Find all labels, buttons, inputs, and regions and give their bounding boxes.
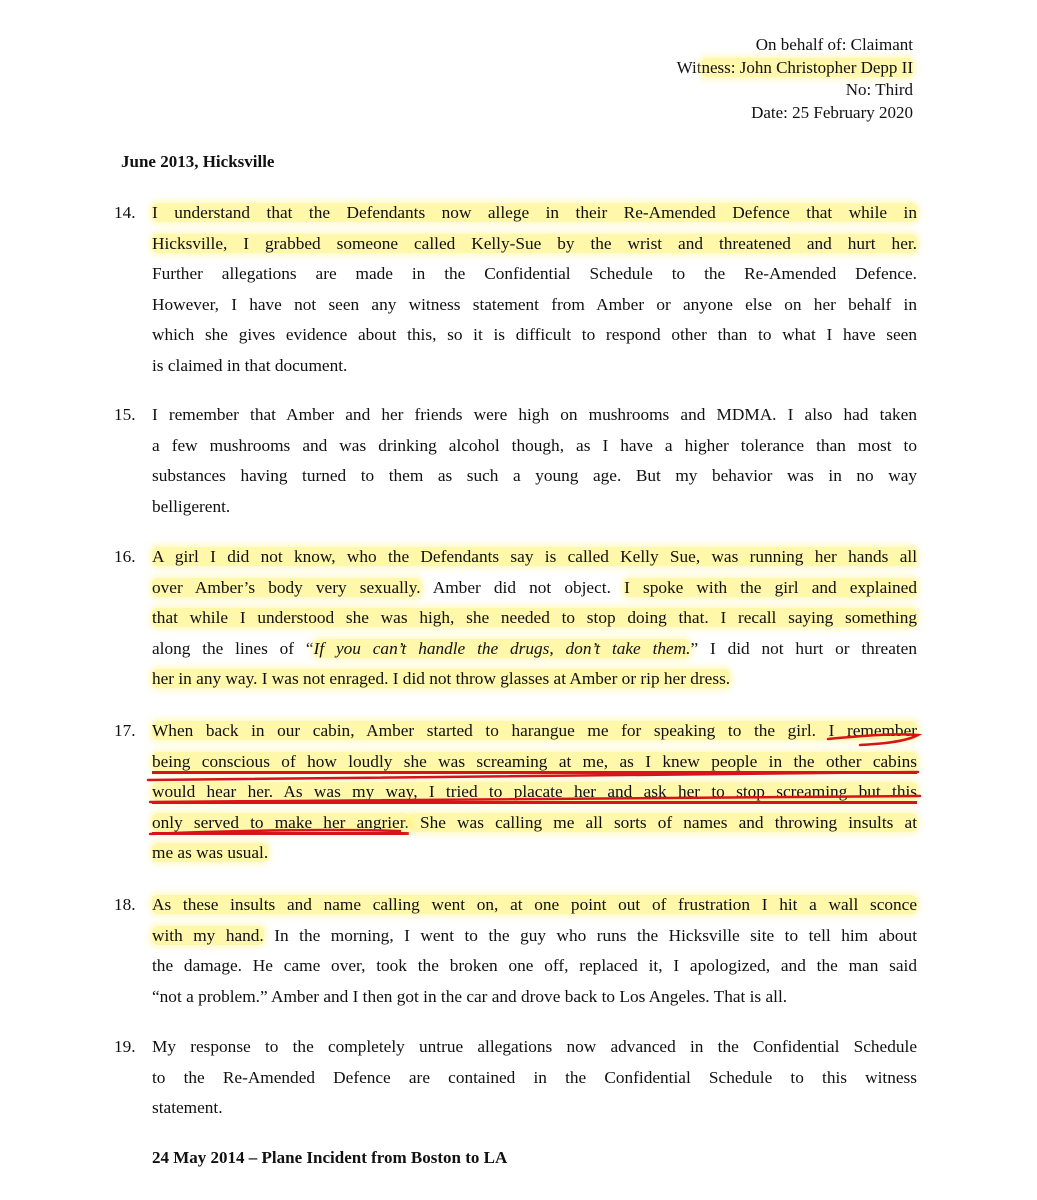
paragraph-number: 18. <box>114 895 136 914</box>
section-heading-hicksville: June 2013, Hicksville <box>121 152 275 171</box>
statement-header <box>677 34 913 124</box>
paragraph-line: the damage. He came over, took the broken one off, replaced it, I apologized, and the man said <box>152 956 917 975</box>
paragraph-line: along the lines of “If you can’t handle the drugs, don’t take them.” I did not hurt or threaten <box>152 638 917 658</box>
paragraph-16 <box>114 542 917 695</box>
paragraph-line: As these insults and name calling went on, at one point out of frustration I hit a wall sconce <box>152 895 917 914</box>
paragraph-18 <box>114 890 917 1012</box>
paragraph-number: 16. <box>114 547 136 566</box>
paragraph-line: which she gives evidence about this, so it is difficult to respond other than to what I have seen <box>152 325 917 344</box>
paragraph-line: that while I understood she was high, she needed to stop doing that. I recall saying something <box>152 608 917 627</box>
behalf-line: On behalf of: Claimant <box>755 35 913 54</box>
paragraph-line: Hicksville, I grabbed someone called Kelly-Sue by the wrist and threatened and hurt her. <box>152 233 917 253</box>
paragraph-number: 14. <box>114 203 136 222</box>
statement-number-line: No: Third <box>845 80 913 99</box>
paragraph-line: statement. <box>152 1098 223 1117</box>
paragraph-line: When back in our cabin, Amber started to harangue me for speaking to the girl. I remember <box>152 721 917 740</box>
paragraph-number: 15. <box>114 405 136 424</box>
paragraph-19 <box>114 1032 917 1124</box>
paragraph-line: to the Re-Amended Defence are contained in the Confidential Schedule to this witness <box>152 1067 917 1087</box>
paragraph-17 <box>114 716 917 869</box>
paragraph-line: being conscious of how loudly she was screaming at me, as I knew people in the other cabins <box>152 751 917 771</box>
paragraph-line: over Amber’s body very sexually. Amber did not object. I spoke with the girl and explained <box>152 577 917 597</box>
paragraph-line: a few mushrooms and was drinking alcohol though, as I have a higher tolerance than most to <box>152 435 917 455</box>
paragraph-line: her in any way. I was not enraged. I did not throw glasses at Amber or rip her dress. <box>152 669 731 688</box>
paragraph-line: “not a problem.” Amber and I then got in the car and drove back to Los Angeles. That is all. <box>152 986 788 1006</box>
paragraph-number: 17. <box>114 721 136 740</box>
paragraph-line: me as was usual. <box>152 843 269 862</box>
paragraph-line: belligerent. <box>152 496 231 516</box>
paragraph-line: would hear her. As was my way, I tried to placate her and ask her to stop screaming but this <box>152 782 917 801</box>
section-heading-plane-incident: 24 May 2014 – Plane Incident from Boston to LA <box>152 1148 508 1167</box>
paragraph-15 <box>114 400 917 522</box>
paragraph-line: I remember that Amber and her friends were high on mushrooms and MDMA. I also had taken <box>152 405 917 424</box>
witness-line: Witness: John Christopher Depp II <box>676 57 913 77</box>
paragraph-line: A girl I did not know, who the Defendants say is called Kelly Sue, was running her hands all <box>152 547 917 566</box>
paragraph-line: substances having turned to them as such a young age. But my behavior was in no way <box>152 466 917 485</box>
paragraph-line: Further allegations are made in the Confidential Schedule to the Re-Amended Defence. <box>152 264 917 283</box>
paragraph-line: is claimed in that document. <box>152 355 348 375</box>
paragraph-number: 19. <box>114 1037 136 1056</box>
paragraph-line: I understand that the Defendants now allege in their Re-Amended Defence that while in <box>152 203 917 222</box>
paragraph-line: My response to the completely untrue allegations now advanced in the Confidential Schedule <box>152 1037 917 1056</box>
witness-highlight: ness: John Christopher Depp II <box>701 57 913 77</box>
statement-date-line: Date: 25 February 2020 <box>751 102 913 122</box>
paragraph-line: However, I have not seen any witness statement from Amber or anyone else on her behalf in <box>152 294 917 314</box>
paragraph-line: only served to make her angrier. She was calling me all sorts of names and throwing insults at <box>152 812 918 832</box>
paragraph-line: with my hand. In the morning, I went to the guy who runs the Hicksville site to tell him about <box>152 925 917 945</box>
paragraph-14 <box>114 198 917 381</box>
